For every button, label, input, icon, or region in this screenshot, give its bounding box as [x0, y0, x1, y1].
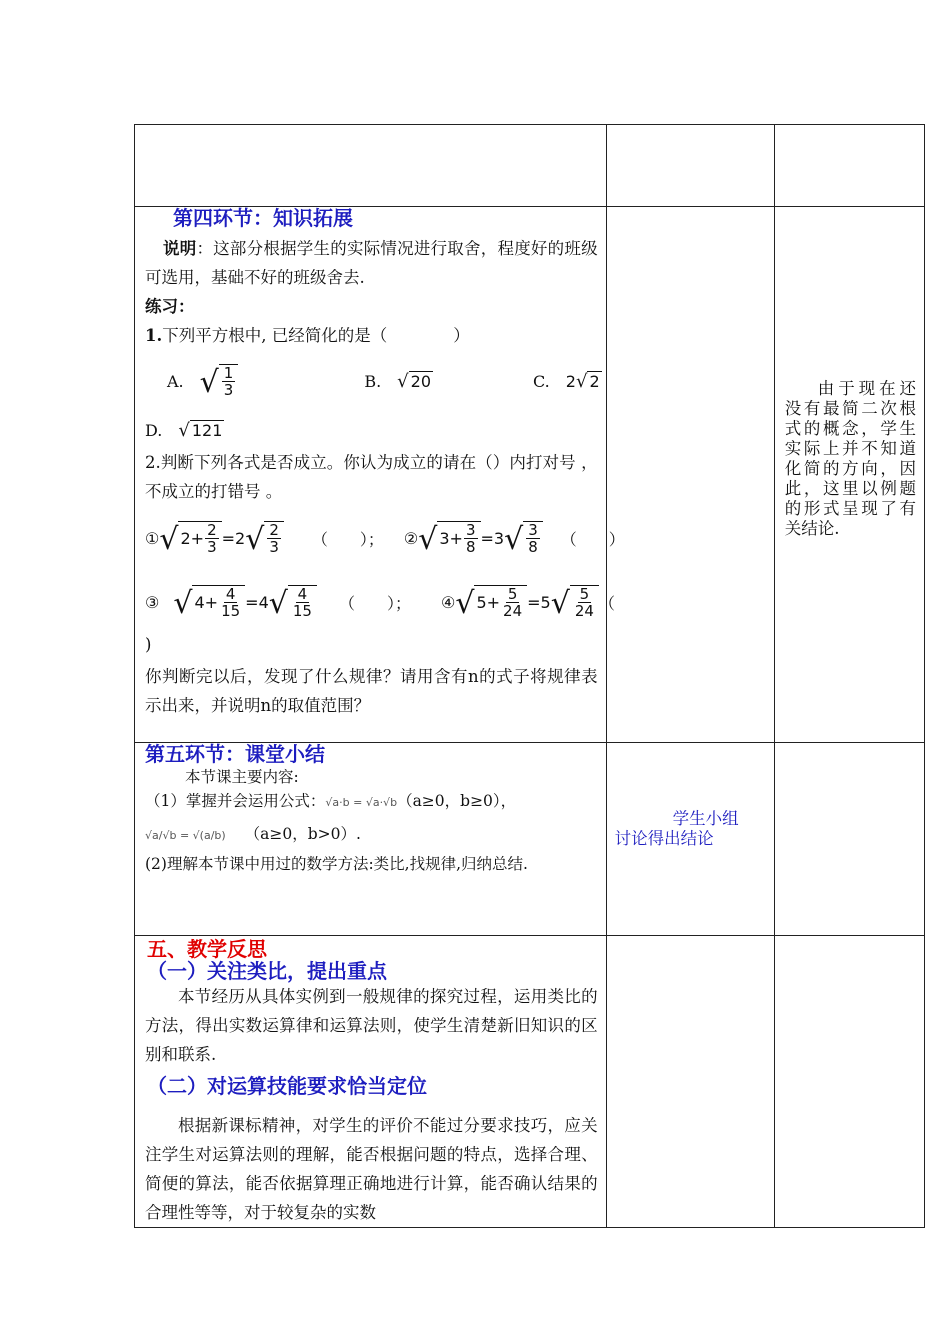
- eq1-answer-paren[interactable]: （ ）；: [311, 529, 384, 549]
- eq4-right: √ $\frac{5}{24}$: [551, 585, 599, 619]
- section4-cell: [135, 206, 625, 743]
- practice-label: 练习：: [145, 297, 195, 316]
- option-d-label: D.: [145, 420, 163, 440]
- reflection-middle-cell: [606, 936, 774, 1228]
- empty-cell: [135, 125, 607, 207]
- q2-followup: 你判断完以后，发现了什么规律？请用含有n的式子将规律表示出来，并说明n的取值范围？: [145, 667, 598, 715]
- quotient-rule-formula: √a/√b = √(a/b): [145, 829, 226, 842]
- eq4-den: 24: [503, 602, 523, 620]
- option-b-radicand: 20: [410, 372, 431, 391]
- reflection-subtitle-1: （一）关注类比，提出重点: [147, 959, 387, 983]
- section4-middle-cell: [606, 207, 774, 743]
- table-row: [135, 936, 925, 1228]
- group-note-line2: 讨论得出结论: [614, 829, 714, 848]
- eq4-paren-close: ): [145, 635, 152, 654]
- item1-condition: （a≥0，b≥0），: [397, 792, 517, 810]
- equation-row-2: [135, 570, 615, 634]
- q1-choices: [135, 350, 606, 412]
- eq4-right-num: 5: [579, 585, 590, 603]
- q1-number: 1.: [145, 326, 163, 345]
- eq3-den: 15: [221, 602, 241, 620]
- reflection-title: 五、教学反思: [147, 937, 267, 961]
- eq3-num: 4: [225, 585, 236, 603]
- eq1-right-den: 3: [269, 538, 279, 556]
- section4-title: 第四环节：知识拓展: [173, 206, 353, 230]
- reflection-subtitle-2: （二）对运算技能要求恰当定位: [147, 1074, 427, 1098]
- option-c-expression: √ 2: [575, 371, 600, 392]
- q1-text: 下列平方根中, 已经简化的是（ ）: [162, 326, 470, 345]
- section5-intro: 本节课主要内容:: [185, 768, 299, 786]
- option-a-denominator: 3: [223, 381, 234, 399]
- side-note: 由于现在还没有最简二次根式的概念，学生实际上并不知道化简的方向，因此，这里以例题的形式呈现了有关结论.: [784, 379, 916, 538]
- eq2-left: √ 3 + $\frac{3}{8}$: [418, 521, 480, 555]
- empty-cell: [774, 125, 924, 207]
- eq4-right-den: 24: [574, 602, 594, 620]
- note-label: 说明: [163, 239, 197, 258]
- empty-cell: [606, 125, 774, 207]
- reflection-paragraph-2: 根据新课标精神，对学生的评价不能过分要求技巧，应关注学生对运算法则的理解，能否根据问题的特点，选择合理、简便的算法，能否依据算理正确地进行计算，能否确认结果的合理性等等，对于较复杂的实数: [145, 1116, 598, 1222]
- eq2-right-num: 3: [528, 521, 538, 539]
- eq3-left: √ 4 + $\frac{4}{15}$: [173, 585, 245, 619]
- option-a-numerator: 1: [223, 364, 234, 382]
- section4-note: [135, 234, 606, 292]
- option-b-label: B.: [364, 371, 382, 391]
- eq4-label: ④: [440, 592, 456, 612]
- question-2: 2.判断下列各式是否成立。你认为成立的请在（）内打对号 ，不成立的打错号 。: [145, 453, 598, 501]
- eq3-answer-paren[interactable]: （ ）；: [338, 593, 411, 613]
- eq1-den: 3: [207, 538, 217, 556]
- option-d-radicand: 121: [191, 421, 223, 440]
- option-c-coefficient: 2: [565, 371, 576, 391]
- option-a-expression: √ $\frac{1}{3}$: [200, 364, 239, 398]
- eq1-num: 2: [207, 521, 217, 539]
- summary-item-2: (2)理解本节课中用过的数学方法:类比,找规律,归纳总结.: [145, 855, 528, 873]
- eq4-coef: =5: [527, 592, 551, 612]
- summary-item-1: [135, 787, 606, 817]
- product-rule-formula: √a·b = √a·√b: [325, 796, 398, 809]
- eq1-label: ①: [145, 528, 160, 548]
- reflection-paragraph-1: 本节经历从具体实例到一般规律的探究过程，运用类比的方法，得出实数运算律和运算法则，使学生清楚新旧知识的区别和联系.: [145, 987, 598, 1064]
- option-c-radicand: 2: [589, 372, 600, 391]
- group-note-line1: 学生小组: [672, 809, 739, 828]
- eq1-left: √ 2 + $\frac{2}{3}$: [159, 521, 221, 555]
- eq2-den: 8: [465, 538, 476, 556]
- section4-note-cell: [774, 207, 924, 743]
- eq3-right: √ $\frac{4}{15}$: [269, 585, 317, 619]
- option-d-expression: √ 121: [178, 420, 223, 441]
- option-c-label: C.: [533, 371, 550, 391]
- reflection-note-cell: [774, 936, 924, 1228]
- eq2-right-den: 8: [528, 538, 538, 556]
- eq1-right-num: 2: [269, 521, 279, 539]
- table-row: [135, 125, 925, 207]
- option-a-label: A.: [167, 371, 184, 391]
- note-text: ：这部分根据学生的实际情况进行取舍，程度好的班级可选用，基础不好的班级舍去.: [145, 239, 598, 287]
- table-row: [135, 743, 925, 936]
- eq1-int: 2: [180, 529, 191, 548]
- eq4-num: 5: [507, 585, 518, 603]
- item1b-condition: （a≥0，b>0）.: [244, 825, 361, 843]
- eq3-label: ③: [145, 592, 160, 612]
- question-1: [135, 321, 606, 350]
- equation-row-1: [135, 506, 625, 570]
- lesson-table: [134, 124, 925, 1228]
- eq3-right-num: 4: [297, 585, 308, 603]
- eq1-right: √ $\frac{2}{3}$: [245, 521, 284, 555]
- item1-prefix: （1）掌握并会运用公式：: [145, 792, 326, 810]
- summary-item-1b: [135, 817, 606, 853]
- eq4-answer-paren[interactable]: （: [598, 593, 615, 613]
- eq3-int: 4: [194, 593, 205, 612]
- eq2-answer-paren[interactable]: （ ）: [560, 529, 625, 549]
- eq1-coef: =2: [221, 528, 246, 548]
- table-row: [135, 207, 925, 743]
- section5-note-cell: [774, 743, 924, 936]
- eq3-coef: =4: [245, 592, 269, 612]
- eq2-right: √ $\frac{3}{8}$: [504, 521, 543, 555]
- section5-cell: [135, 743, 607, 936]
- eq3-right-den: 15: [292, 602, 312, 620]
- eq4-left: √ 5 + $\frac{5}{24}$: [455, 585, 527, 619]
- eq2-num: 3: [465, 521, 476, 539]
- option-b-expression: √ 20: [397, 371, 431, 392]
- section5-middle-cell: [606, 743, 774, 936]
- eq2-int: 3: [439, 529, 450, 548]
- section5-title: 第五环节：课堂小结: [145, 742, 325, 766]
- eq2-coef: =3: [480, 528, 505, 548]
- eq2-label: ②: [403, 528, 419, 548]
- reflection-cell: [135, 936, 607, 1228]
- eq4-int: 5: [476, 593, 487, 612]
- q1-choice-d: [135, 412, 606, 448]
